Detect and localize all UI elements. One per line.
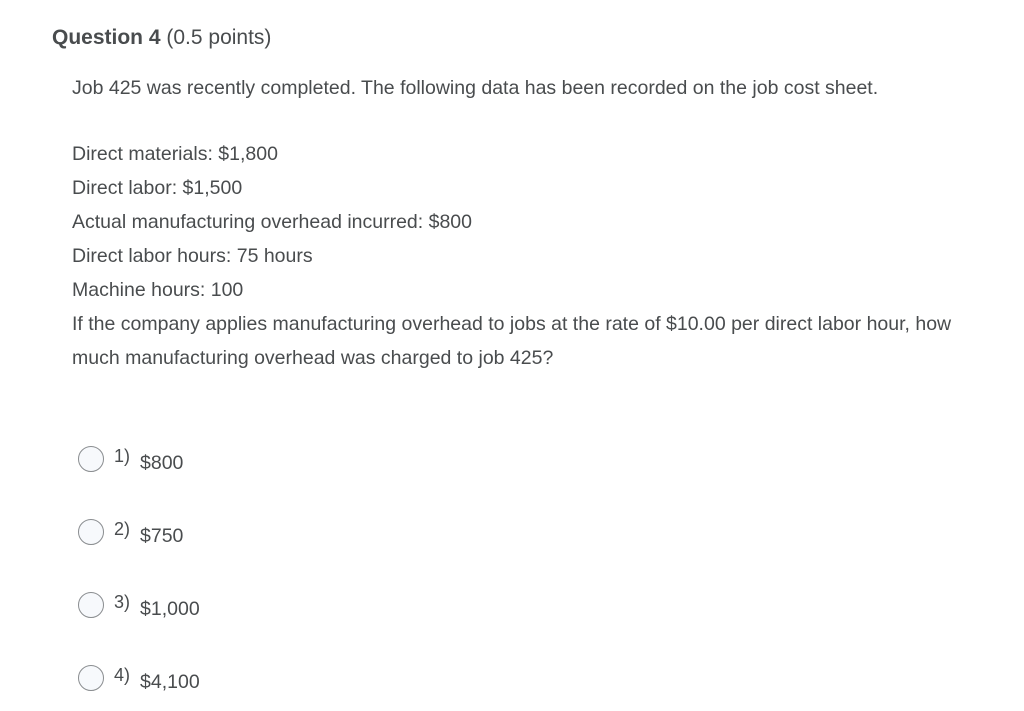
option-value: $750 xyxy=(140,524,184,547)
data-line: Machine hours: 100 xyxy=(72,279,244,301)
answer-option-4[interactable] xyxy=(78,665,200,691)
data-line: Direct labor hours: 75 hours xyxy=(72,245,313,267)
option-value: $800 xyxy=(140,451,184,474)
option-number: 2) xyxy=(114,518,131,539)
data-line: Direct materials: $1,800 xyxy=(72,143,278,165)
data-line: Actual manufacturing overhead incurred: $800 xyxy=(72,211,472,233)
question-prompt: If the company applies manufacturing overhead to jobs at the rate of $10.00 per direct labor hour, how much manufacturing overhead was charged to job 425? xyxy=(72,313,952,369)
option-number: 3) xyxy=(114,591,131,612)
question-title xyxy=(52,26,271,50)
radio-button[interactable] xyxy=(78,592,104,618)
data-line: Direct labor: $1,500 xyxy=(72,177,243,199)
answer-option-3[interactable] xyxy=(78,592,200,618)
option-value: $4,100 xyxy=(140,670,200,693)
answer-option-2[interactable] xyxy=(78,519,183,545)
question-points: (0.5 points) xyxy=(166,26,272,49)
question-body xyxy=(72,71,952,375)
option-value: $1,000 xyxy=(140,597,200,620)
question-label: Question 4 xyxy=(52,26,161,49)
question-intro: Job 425 was recently completed. The following data has been recorded on the job cost sheet. xyxy=(72,77,879,99)
option-number: 4) xyxy=(114,664,131,685)
radio-button[interactable] xyxy=(78,446,104,472)
answer-option-1[interactable] xyxy=(78,446,183,472)
radio-button[interactable] xyxy=(78,519,104,545)
radio-button[interactable] xyxy=(78,665,104,691)
option-number: 1) xyxy=(114,445,131,466)
